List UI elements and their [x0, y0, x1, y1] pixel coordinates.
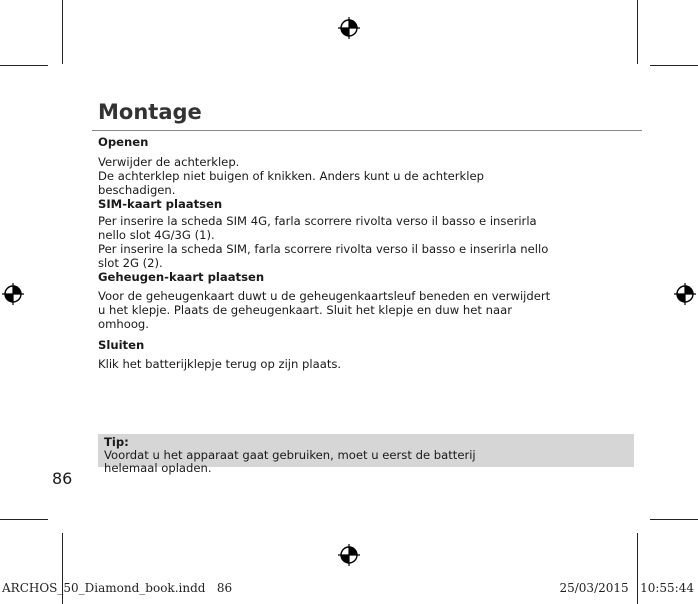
- paragraph-line: Klik het batterijklepje terug op zijn plaats.: [98, 357, 342, 371]
- crop-mark: [0, 519, 48, 520]
- page-number: 86: [52, 469, 73, 488]
- file-name: ARCHOS_50_Diamond_book.indd 86: [2, 581, 233, 595]
- section-memory-card: [98, 270, 638, 331]
- paragraph-line: nello slot 4G/3G (1).: [98, 228, 215, 242]
- paragraph-line: omhoog.: [98, 317, 149, 331]
- registration-mark-icon: [2, 283, 24, 305]
- registration-mark-icon: [338, 544, 360, 566]
- title-rule: [92, 130, 642, 131]
- warning-line: beschadigen.: [98, 183, 176, 197]
- section-sim: [98, 197, 638, 270]
- crop-mark: [637, 0, 638, 64]
- section-heading: SIM-kaart plaatsen: [98, 197, 223, 211]
- warning-line: De achterklep niet buigen of knikken. Anders kunt u de achterklep: [98, 169, 484, 183]
- paragraph-line: u het klepje. Plaats de geheugenkaart. Sluit het klepje en duw het naar: [98, 303, 512, 317]
- instructions: [98, 135, 638, 371]
- crop-mark: [650, 519, 698, 520]
- section-openen: [98, 135, 638, 169]
- paragraph-line: Per inserire la scheda SIM 4G, farla scorrere rivolta verso il basso e inserirla: [98, 214, 537, 228]
- timestamp: 25/03/2015 10:55:44: [559, 581, 694, 595]
- registration-mark-icon: [674, 283, 696, 305]
- paragraph-line: Per inserire la scheda SIM, farla scorrere rivolta verso il basso e inserirla nello: [98, 242, 549, 256]
- paragraph-line: Voor de geheugenkaart duwt u de geheugenkaartsleuf beneden en verwijdert: [98, 289, 551, 303]
- crop-mark: [0, 65, 48, 66]
- section-sluiten: [98, 338, 638, 371]
- tip-box: [98, 434, 634, 475]
- crop-mark: [650, 65, 698, 66]
- tip-line: Voordat u het apparaat gaat gebruiken, moet u eerst de batterij: [104, 448, 476, 462]
- crop-mark: [62, 0, 63, 64]
- section-heading: Geheugen-kaart plaatsen: [98, 270, 265, 284]
- section-heading: Openen: [98, 135, 149, 149]
- page-title: Montage: [98, 100, 202, 124]
- section-heading: Sluiten: [98, 338, 145, 352]
- tip-label: Tip:: [104, 435, 129, 449]
- tip-line: helemaal opladen.: [104, 461, 212, 475]
- section-warning: [98, 169, 638, 197]
- registration-mark-icon: [338, 17, 360, 39]
- paragraph-line: slot 2G (2).: [98, 256, 163, 270]
- paragraph-line: Verwijder de achterklep.: [98, 155, 240, 169]
